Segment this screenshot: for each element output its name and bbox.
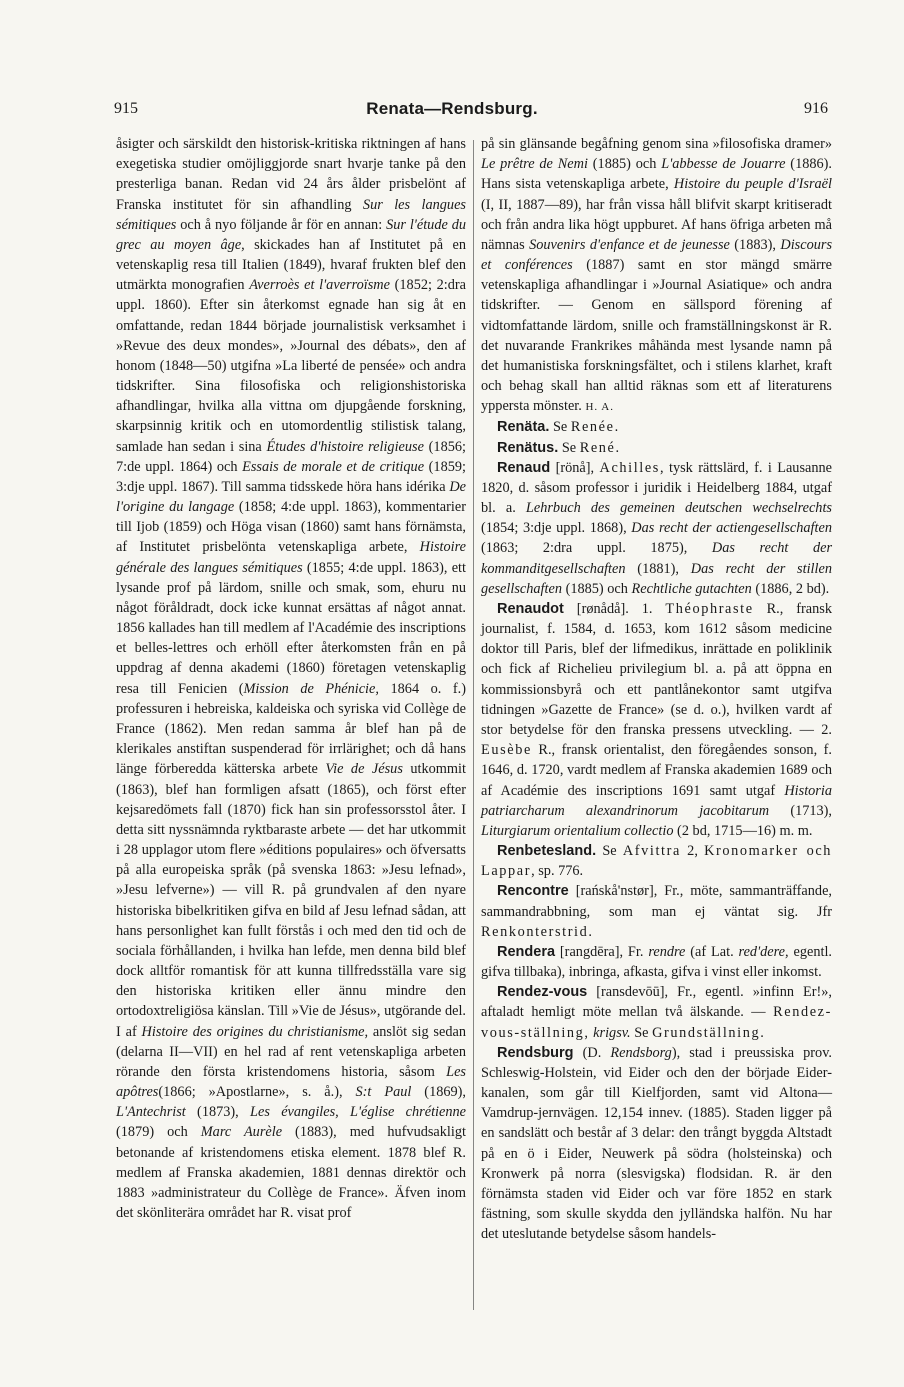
right-column <box>481 134 832 1244</box>
text-run: (1885) och <box>562 580 632 597</box>
entry-headword: Rendera <box>497 943 556 960</box>
author-signature: H. A. <box>585 401 614 414</box>
text-run: (1879) och <box>116 1124 201 1141</box>
italic-title: Sur les langues sémitiques <box>116 196 466 233</box>
lexicon-entry <box>481 458 832 599</box>
text-run: (1863; 2:dra uppl. 1875), <box>481 540 712 557</box>
italic-title: S:t Paul <box>355 1084 412 1101</box>
spaced-name: Renée. <box>570 419 620 436</box>
italic-title: Rendsborg <box>610 1044 672 1061</box>
spaced-name: Kronomarker och Lappar <box>481 843 833 880</box>
text-run: , tysk rättslärd, f. i Lausanne 1820, d. såsom professor i juridik i Heidelberg 1884, utgaf bl. a. <box>481 459 833 517</box>
entry-headword: Renbetesland. <box>497 843 597 860</box>
text-run: (1854; 3:dje uppl. 1868), <box>481 520 632 537</box>
page-header <box>0 100 904 124</box>
text-run: (1713), <box>769 802 833 819</box>
italic-title: Marc Aurèle <box>200 1124 283 1141</box>
continued-paragraph <box>116 134 466 1223</box>
text-run: (1859; 3:dje uppl. 1867). Till samma tidsskede höra hans idérika <box>116 458 466 495</box>
lexicon-entry <box>481 599 832 841</box>
spaced-name: Eusèbe <box>481 742 532 759</box>
entry-headword: Renäta. <box>497 419 550 436</box>
text-run: Se <box>630 1024 653 1041</box>
left-column <box>116 134 466 1223</box>
column-divider <box>473 140 474 1310</box>
text-run: R., fransk journalist, f. 1584, d. 1653, kom 1612 såsom medicine doktor till Paris, blef der lifmedikus, inrättade en poliklinik och fick af Richelieu privilegium bl. a. på att öppna en kommissionsbyrå och ett pantlånekontor samt utgifva tidningen »Gazette de France» (se d. o.), hvilken vardt af stor betydelse för den franska pressens utveckling. — 2. <box>481 600 832 738</box>
text-run: [rańskå'nstør], Fr., möte, sammanträffande, sammandrabbning, som man ej väntat sig. Jfr <box>481 883 832 920</box>
lexicon-entry <box>481 438 832 458</box>
italic-title: Histoire des origines du christianisme, <box>141 1023 369 1040</box>
text-run: R., fransk orientalist, den föregåendes sonson, f. 1646, d. 1720, vardt medlem af Franska akademien 1689 och af Académie des inscriptions 1691 samt utgaf <box>481 742 832 799</box>
spaced-name: René. <box>579 439 621 456</box>
text-run: utkommit (1863), blef han formligen afsatt (1865), och först efter kejsaredömets fall (1870) fick han sin professorsstol åter. I detta sitt nyssnämnda ryktbaraste arbete — det har utkommit i 28 upplagor utom flere »éditions populaires» och öfversatts på alla europeiska språk (på svenska 1863: »Jesu lefnad», »Jesu lefverne») — vill R. på grundvalen af den nyare historiska bibelkritiken gifva en bild af Jesu lefnad sådan, att hans personlighet kan fullt förstås i och med den tid och de sociala förhållanden, i hvilka han lefde, men denna bild blef dock alltför romantisk för att kunna tillfredsställa vare sig den historiska kritiken eller ännu mindre den ortodoxtreligiösa känslan. Till »Vie de Jésus», utgörande del. I af <box>116 761 466 1040</box>
text-run: (1858; 4:de uppl. 1863), kommentarier till Ijob (1859) och Höga visan (1860) samt hans förnämsta, af Institutet prisbelönta vetenskapliga arbete, <box>116 499 466 556</box>
entry-headword: Renätus. <box>497 439 559 456</box>
text-run: , sp. 776. <box>531 863 584 880</box>
entry-headword: Renaudot <box>497 600 564 617</box>
italic-title: L'Antechrist <box>116 1104 186 1121</box>
italic-title: Études d'histoire religieuse <box>266 438 424 455</box>
text-run: (1886, 2 bd). <box>751 580 830 597</box>
text-run: (1852; 2:dra uppl. 1860). Efter sin återkomst egnade han sig åt en omfattande, redan 1844 började journalistisk verksamhet i »Revue des deux mondes», »Journal des débats», den af honom (1848—50) utgifna »La liberté de pensée» och andra tidskrifter. Sina filosofiska och religionshistoriska afhandlingar, hvilka alla vittna om djupgående forskning, skarpsinnig kritik och en utomordentlig stilistisk talang, samlade han sedan i sina <box>116 277 467 455</box>
italic-title: Das recht der kommanditgesellschaften <box>481 540 833 577</box>
text-run: ), stad i preussiska prov. Schleswig-Holstein, vid Eider och den der började Eider-kanalen, som går till Kielfjorden, samt vid Altona—Vamdrup-jernvägen. 12,154 innev. (1885). Staden ligger på en sandslätt och består af 3 delar: den trångt byggda Altstadt på en ö i Eider, Neuwerk på södra (holsteinska) och Kronwerk på norra (slesvigska) flodsidan. R. är den förnämsta staden vid Eider och var före 1852 en stark fästning, som skulle skydda den jylländska halfön. Nu har det uteslutande betydelse såsom handels- <box>481 1044 832 1243</box>
italic-title: Discours et conférences <box>481 236 833 274</box>
text-run: (1887) samt en stor mängd smärre vetenskapliga afhandlingar i »Journal Asiatique» och andra tidskrifter. — Genom en sällspord förening af vidtomfattande lärdom, snille och framställningskonst är R. det nuvarande Frankrikes måhända mest lysande namn på det humanistiska forskningsfältet, och i stilens klarhet, kraft och behag skall han alltid räknas som ett af literaturens yppersta mönster. <box>481 257 833 415</box>
text-run: åsigter och särskildt den historisk-kritiska riktningen af hans exegetiska studier omöjliggjorde snart hvarje tanke på den presterliga banan. Redan vid 24 års ålder prisbelönt af Franska institutet för sin afhandling <box>116 136 466 213</box>
italic-title: L'abbesse de Jouarre <box>661 156 786 173</box>
text-run: (1885) och <box>587 156 662 173</box>
italic-title: Historia patriarcharum alexandrinorum jacobitarum <box>481 782 832 819</box>
lexicon-entry <box>481 417 832 437</box>
italic-title: red'dere, <box>738 943 789 960</box>
spaced-name: Théophraste <box>665 600 754 617</box>
spaced-name: Renkonterstrid. <box>481 923 594 940</box>
text-run: (1866; »Apostlarne», s. å.), <box>158 1084 356 1101</box>
text-run: [rangdēra], Fr. <box>555 943 649 960</box>
text-run: (I, II, 1887—89), har från vissa håll blifvit skarpt kritiseradt och från andra lika högt uppburet. Af hans öfriga arbeten må nämnas <box>481 196 832 253</box>
italic-title: Averroès et l'averroïsme <box>249 277 390 294</box>
text-run: (D. <box>573 1044 611 1061</box>
italic-title: Essais de morale et de critique <box>242 458 425 475</box>
lexicon-entry <box>481 881 832 942</box>
text-run: (1869), <box>411 1084 467 1101</box>
lexicon-entry <box>481 841 832 881</box>
italic-title: Histoire générale des langues sémitiques <box>116 539 466 576</box>
spaced-name: Rendez-vous-ställning, <box>481 1004 832 1041</box>
italic-title: Rechtliche gutachten <box>631 580 752 597</box>
italic-title: Mission de Phénicie, <box>243 680 379 697</box>
italic-title: Le prêtre de Nemi <box>481 156 588 173</box>
italic-title: Liturgiarum orientalium collectio <box>481 822 674 839</box>
text-run: (1856; 7:de uppl. 1864) och <box>116 438 466 475</box>
spaced-name: Grundställning. <box>652 1024 766 1041</box>
italic-title: Les apôtres <box>116 1063 466 1101</box>
text-run: (2 bd, 1715—16) m. m. <box>673 822 813 839</box>
italic-title: Histoire du peuple d'Israël <box>673 176 832 193</box>
text-run: Se <box>549 419 571 436</box>
left-page-number: 915 <box>114 100 138 117</box>
text-run: (1886). Hans sista vetenskapliga arbete, <box>481 156 832 193</box>
italic-title: Souvenirs d'enfance et de jeunesse <box>529 236 730 253</box>
entry-headword: Rendsburg <box>497 1044 574 1061</box>
continued-paragraph <box>481 134 832 417</box>
italic-title: Das recht der actiengesellschaften <box>631 520 832 537</box>
italic-title: De l'origine du langage <box>116 478 466 516</box>
running-title: Renata—Rendsburg. <box>366 99 538 118</box>
lexicon-entry <box>481 942 832 982</box>
text-run: egentl. gifva tillbaka), inbringa, afkasta, gifva i vinst eller inkomst. <box>481 943 832 981</box>
italic-title: Vie de Jésus <box>325 761 403 778</box>
text-run: 2, <box>680 843 705 860</box>
text-run: 1864 o. f.) professuren i hebreiska, kaldeiska och syriska vid Collège de France (1862). Men redan samma år blef han på de klerikales anstiftan suspenderad för irrlärighet; och då hans länge förberedda kätterska arbete <box>116 680 466 778</box>
text-run: skickades han af Institutet på en vetenskaplig resa till Italien (1849), hvaraf frukten blef den utmärkta monografien <box>116 236 466 294</box>
italic-title: krigsv. <box>593 1024 631 1041</box>
italic-title: rendre <box>648 943 686 960</box>
text-run: och å nyo följande år för en annan: <box>176 216 387 233</box>
italic-title: Lehrbuch des gemeinen deutschen wechselrechts <box>525 500 832 517</box>
text-run: Se <box>558 439 580 456</box>
italic-title: Sur l'étude du grec au moyen âge, <box>116 216 466 253</box>
text-run: [ransdevōū], Fr., egentl. »infinn Er!», aftaladt hemligt möte mellan två älskande. — <box>481 984 832 1021</box>
italic-title: Les évangiles, L'église chrétienne <box>250 1104 467 1121</box>
entry-headword: Renaud <box>497 459 551 476</box>
text-run: på sin glänsande begåfning genom sina »filosofiska dramer» <box>481 136 832 152</box>
text-run: Se <box>596 843 623 860</box>
spaced-name: Afvittra <box>622 843 681 860</box>
text-run: [rönå], <box>550 459 600 476</box>
lexicon-entry <box>481 982 832 1043</box>
entry-headword: Rencontre <box>497 883 569 900</box>
right-page-number: 916 <box>804 100 828 117</box>
italic-title: Das recht der stillen gesellschaften <box>481 560 832 597</box>
text-run: (1881), <box>625 560 691 577</box>
lexicon-entry <box>481 1043 832 1245</box>
entry-headword: Rendez-vous <box>497 984 588 1001</box>
text-run: (1855; 4:de uppl. 1863), ett lysande prof på lärdom, snille och smak, som, ehuru nu något föråldradt, dock icke kunnat ersättas af något annat. 1856 kallades han till medlem af l'Académie des inscriptions et belles-lettres och erhöll efter återkomsten från en på uppdrag af denna akademi (1860) företagen vetenskaplig resa till Fenicien ( <box>116 559 466 697</box>
spaced-name: Achilles <box>599 459 660 476</box>
text-run: anslöt sig sedan (delarna II—VII) en hel rad af rent vetenskapliga arbeten rörande den första kristendomens historia, såsom <box>116 1023 466 1080</box>
text-run: (1873), <box>185 1104 251 1121</box>
text-run: (1883), <box>729 236 781 253</box>
text-run: (af Lat. <box>685 943 739 960</box>
text-run: [rønådå]. 1. <box>563 600 666 617</box>
text-run: (1883), med hufvudsakligt betonande af kristendomens etiska element. 1878 blef R. medlem af Franska akademien, 1881 dennas direktör och 1883 »administrateur du Collège de France». Äfven inom det skönliterära området har R. visat prof <box>116 1124 466 1222</box>
